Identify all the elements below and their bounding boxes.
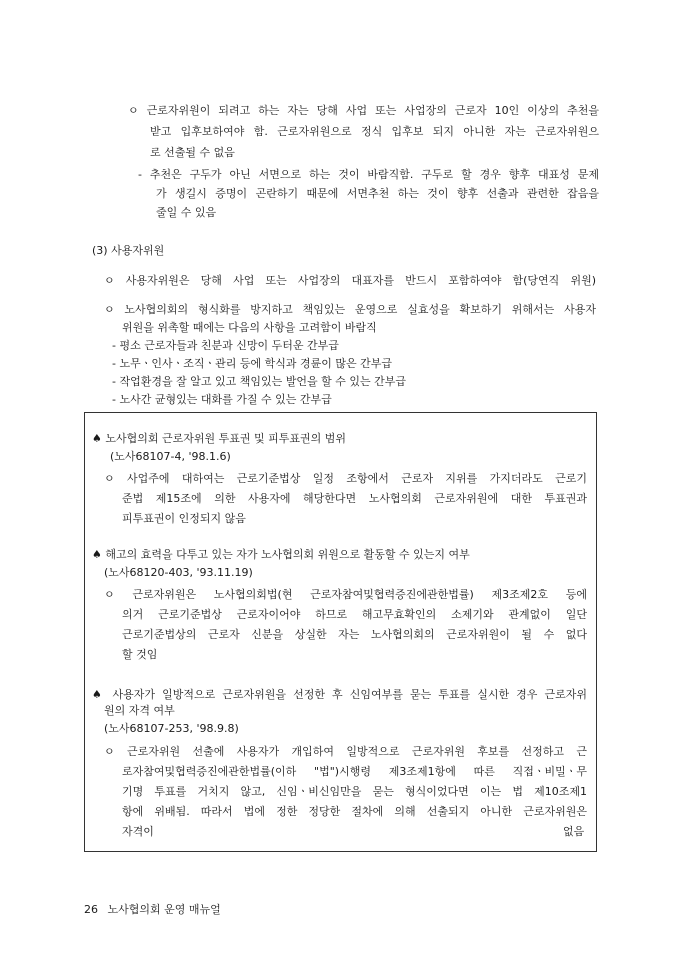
bullet-nomination-line1: ㅇ 근로자위원이 되려고 하는 자는 당해 사업 또는 사업장의 근로자 10인 이상의 추천을	[128, 104, 599, 117]
case2-body-line4: 할 것임	[122, 648, 158, 661]
manual-title: 노사협의회 운영 매뉴얼	[107, 903, 221, 916]
case1-body-line2: 준법 제15조에 의한 사용자에 해당한다면 노사협의회 근로자위원에 대한 투표권과	[122, 492, 587, 505]
case3-body-last-right: 없음	[563, 825, 585, 838]
case3-body-line2: 로자참여및협력증진에관한법률(이하 "법")시행령 제3조제1항에 따른 직접ㆍ비밀ㆍ무	[122, 765, 587, 778]
bullet-formalization-line1: ㅇ 노사협의회의 형식화를 방지하고 책임있는 운영으로 실효성을 확보하기 위해서는 사용자	[104, 303, 596, 316]
bullet-nomination-line2: 받고 입후보하여야 함. 근로자위원으로 정식 입후보 되지 아니한 자는 근로자위원으	[150, 125, 599, 138]
case2-body-line3: 근로기준법상의 근로자 신분을 상실한 자는 노사협의회의 근로자위원이 될 수 없다	[122, 628, 587, 641]
case3-body-line4: 항에 위배됨. 따라서 법에 정한 정당한 절차에 의해 선출되지 아니한 근로자위원은	[122, 805, 587, 818]
dash-criteria-2: - 노무ㆍ인사ㆍ조직ㆍ관리 등에 학식과 경륜이 많은 간부급	[112, 357, 392, 370]
dash-written-line1: - 추천은 구두가 아닌 서면으로 하는 것이 바람직함. 구두로 할 경우 향후 대표성 문제	[138, 168, 599, 181]
case3-title-line1: ♠ 사용자가 일방적으로 근로자위원을 선정한 후 신임여부를 묻는 투표를 실시한 경우 근로자위	[92, 688, 587, 701]
case2-reference: (노사68120-403, '93.11.19)	[104, 566, 253, 579]
page-number: 26	[84, 903, 98, 916]
dash-criteria-3: - 작업환경을 잘 알고 있고 책임있는 발언을 할 수 있는 간부급	[112, 375, 406, 388]
case3-title-line2: 원의 자격 여부	[104, 704, 175, 717]
case3-reference: (노사68107-253, '98.9.8)	[104, 722, 239, 735]
dash-criteria-1: - 평소 근로자들과 친분과 신망이 두터운 간부급	[112, 339, 339, 352]
page-footer	[84, 901, 221, 917]
bullet-nomination-line3: 로 선출될 수 없음	[150, 146, 235, 159]
section-heading-employer-members: (3) 사용자위원	[92, 244, 165, 257]
case2-body-line2: 의거 근로기준법상 근로자이어야 하므로 해고무효확인의 소제기와 관계없이 일단	[122, 608, 587, 621]
case3-body-line3: 기명 투표를 거치지 않고, 신임ㆍ비신임만을 묻는 형식이었다면 이는 법 제10조제1	[122, 785, 587, 798]
dash-written-line3: 줄일 수 있음	[156, 206, 217, 219]
case2-title: ♠ 해고의 효력을 다투고 있는 자가 노사협의회 위원으로 활동할 수 있는지 여부	[92, 548, 470, 561]
case2-body-line1: ㅇ 근로자위원은 노사협의회법(현 근로자참여및협력증진에관한법률) 제3조제2호 등에	[104, 588, 587, 601]
case1-reference: (노사68107-4, '98.1.6)	[110, 450, 231, 463]
case3-body-line1: ㅇ 근로자위원 선출에 사용자가 개입하여 일방적으로 근로자위원 후보를 선정하고 근	[104, 745, 587, 758]
case1-body-line3: 피투표권이 인정되지 않음	[122, 512, 246, 525]
case1-body-line1: ㅇ 사업주에 대하여는 근로기준법상 일정 조항에서 근로자 지위를 가지더라도 근로기	[104, 472, 587, 485]
dash-criteria-4: - 노사간 균형있는 대화를 가질 수 있는 간부급	[112, 393, 332, 406]
case3-body-last-left: 자격이	[122, 825, 154, 838]
bullet-formalization-line2: 위원을 위촉할 때에는 다음의 사항을 고려함이 바람직	[122, 321, 377, 334]
dash-written-line2: 가 생길시 증명이 곤란하기 때문에 서면추천 하는 것이 향후 선출과 관련한 잡음을	[156, 187, 599, 200]
case1-title: ♠ 노사협의회 근로자위원 투표권 및 피투표권의 범위	[92, 432, 346, 445]
bullet-employer-rep: ㅇ 사용자위원은 당해 사업 또는 사업장의 대표자를 반드시 포함하여야 함(당연직 위원)	[104, 274, 596, 287]
